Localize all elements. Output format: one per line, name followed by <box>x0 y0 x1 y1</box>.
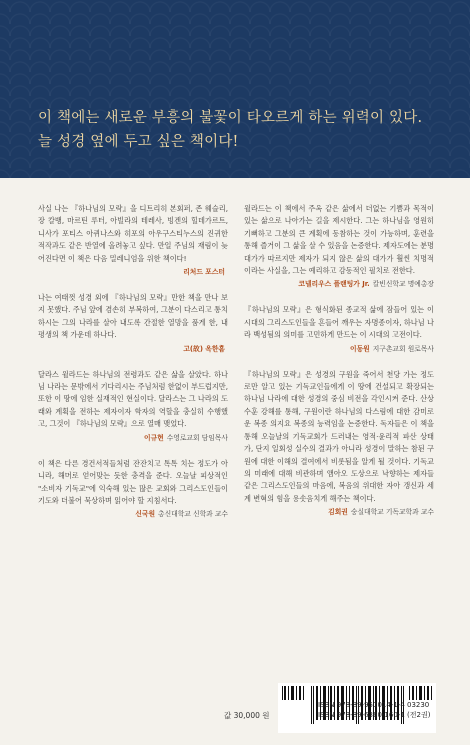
endorser-affiliation: 칼빈신학교 명예총장 <box>372 280 434 289</box>
endorsement <box>38 458 228 521</box>
right-column <box>244 203 434 518</box>
endorsement-attribution <box>244 344 434 355</box>
endorsement <box>38 203 228 278</box>
left-column <box>38 203 228 520</box>
endorser-name: 코넬리우스 플랜팅가 Jr. <box>298 280 370 289</box>
endorsement <box>38 292 228 355</box>
endorsement-text: 사실 나는 『하나님의 모략』을 디트리히 본회퍼, 존 웨슬리, 장 칼뱅, 마르틴 루터, 아빌라의 테레사, 빙겐의 힐데가르트, 니사가 포티스 아퀴나스와 히포의 아우구스티누스의 진귀한 적작과도 같은 반열에 올려놓고 싶다. 만일 주님의 재림이 늦어진다면 이 책은 다음 밀레니엄을 위한 책이다! <box>38 204 228 263</box>
endorsement-text: 나는 여태껏 성경 외에 『하나님의 모략』만한 책을 만나 보지 못했다. 주님 앞에 겸손히 부복하여, 그분이 다스리고 통치하시는 그의 나라를 살아 내도록 간절한 열망을 품게 한, 내 평생의 책 가운데 하나다. <box>38 293 228 340</box>
endorsement-attribution <box>38 509 228 520</box>
endorsement-attribution <box>38 344 228 355</box>
endorser-name: 이동원 <box>350 344 370 353</box>
endorsement <box>244 369 434 518</box>
endorser-name: 이규현 <box>144 433 164 442</box>
endorsement <box>244 203 434 290</box>
endorsement-attribution <box>244 507 434 518</box>
endorser-affiliation: 지구촌교회 원로목사 <box>372 344 434 353</box>
endorsement-text: 『하나님의 모략』은 성경의 구원을 죽어서 천당 가는 정도로만 알고 있는 기독교인들에게 이 땅에 건설되고 확장되는 하나님 나라에 대한 성경의 중심 비전을 각인시켜 준다. 산상수훈 강해를 통해, 구원이란 하나님의 다스림에 대한 감미로운 복종 의지요 복종의 능력임을 논증한다. 독자들은 이 책을 통해 오늘날의 기독교회가 드러내는 영적·윤리적 파산 상태가, 단지 일회성 실수의 결과가 아니라 성경이 말하는 참된 구원에 대한 이해의 결여에서 비롯됨을 알게 될 것이다. 기독교의 미래에 대해 비관하며 앰아오 도상으로 낙향하는 제자들 같은 그리스도인들의 마음에, 복음의 위대한 자아 갱신과 세계 변혁의 힘을 용솟음치게 해주는 책이다. <box>244 369 434 503</box>
endorser-name: 김회권 <box>328 508 348 517</box>
endorsement-text: 윌라드는 이 책에서 주옥 같은 삶에서 더없는 기쁨과 목적이 있는 삶으로 나아가는 길을 제시한다. 그는 하나님을 영원히 기뻐하고 그분의 큰 계획에 동참하는 것이 가능하며, 훈련을 통해 즐거이 그 삶을 살 수 있음을 논증한다. 제자도에는 분명 대가가 따르지만 제자가 되지 않은 삶의 대가가 훨씬 치명적이라는 사실을, 그는 예리하고 감동적인 필치로 전한다. <box>244 204 434 276</box>
endorser-affiliation: 수영로교회 담임목사 <box>166 433 228 442</box>
headline-line-2: 늘 성경 옆에 두고 싶은 책이다! <box>38 134 239 150</box>
endorsement-text: 달라스 윌라드는 하나님의 전령과도 같은 삶을 살았다. 하나님 나라는 문밖에서 기다리시는 주님처럼 한없이 부드럽지만, 또한 이 땅에 임한 실재적인 현실이다. 달라스는 그 나라의 도래와 계획을 전하는 제자이자 학자의 역할을 충실히 수행했고, 그것이 『하나님의 모략』으로 열매 맺었다. <box>38 369 228 429</box>
isbn-line-1: ISBN 978-89-951014-1-4 03230 <box>318 701 430 709</box>
endorser-affiliation: 숭실대학교 기독교학과 교수 <box>350 508 434 517</box>
endorsement-attribution <box>244 279 434 290</box>
header-band <box>0 0 470 178</box>
endorsement-text: 이 책은 다른 경건서적들처럼 잔잔치고 톡톡 치는 정도가 아니라, 해머로 얻어맞는 듯한 충격을 준다. 오늘날 피상적인 "소비자 기독교"에 익숙해 있는 많은 교회와 그리스도인들이 기도와 더불어 묵상하며 읽어야 할 지침서다. <box>38 458 228 505</box>
endorser-name: 신국원 <box>135 510 156 519</box>
price-label: 값 30,000 원 <box>224 711 270 720</box>
endorsement-text: 『하나님의 모략』은 형식화된 종교적 삶에 잠들어 있는 이 시대의 그리스도인들을 흔들어 깨우는 자명종이자, 하나님 나라 백성됨의 의미를 고민하게 만드는 이 시대의 고전이다. <box>244 305 434 340</box>
isbn-line-2: ISBN 978-89-6360-160-1 (전2권) <box>318 711 431 719</box>
endorsement <box>244 304 434 354</box>
endorser-affiliation: 총신대학교 신학과 교수 <box>158 510 228 519</box>
endorser-name: 고(故) 옥한흠 <box>183 344 225 353</box>
endorser-name: 리처드 포스터 <box>183 268 225 277</box>
endorsement <box>38 369 228 444</box>
endorsement-attribution <box>38 433 228 444</box>
endorsement-attribution <box>38 267 228 278</box>
headline-line-1: 이 책에는 새로운 부흥의 불꽃이 타오르게 하는 위력이 있다. <box>38 110 423 126</box>
